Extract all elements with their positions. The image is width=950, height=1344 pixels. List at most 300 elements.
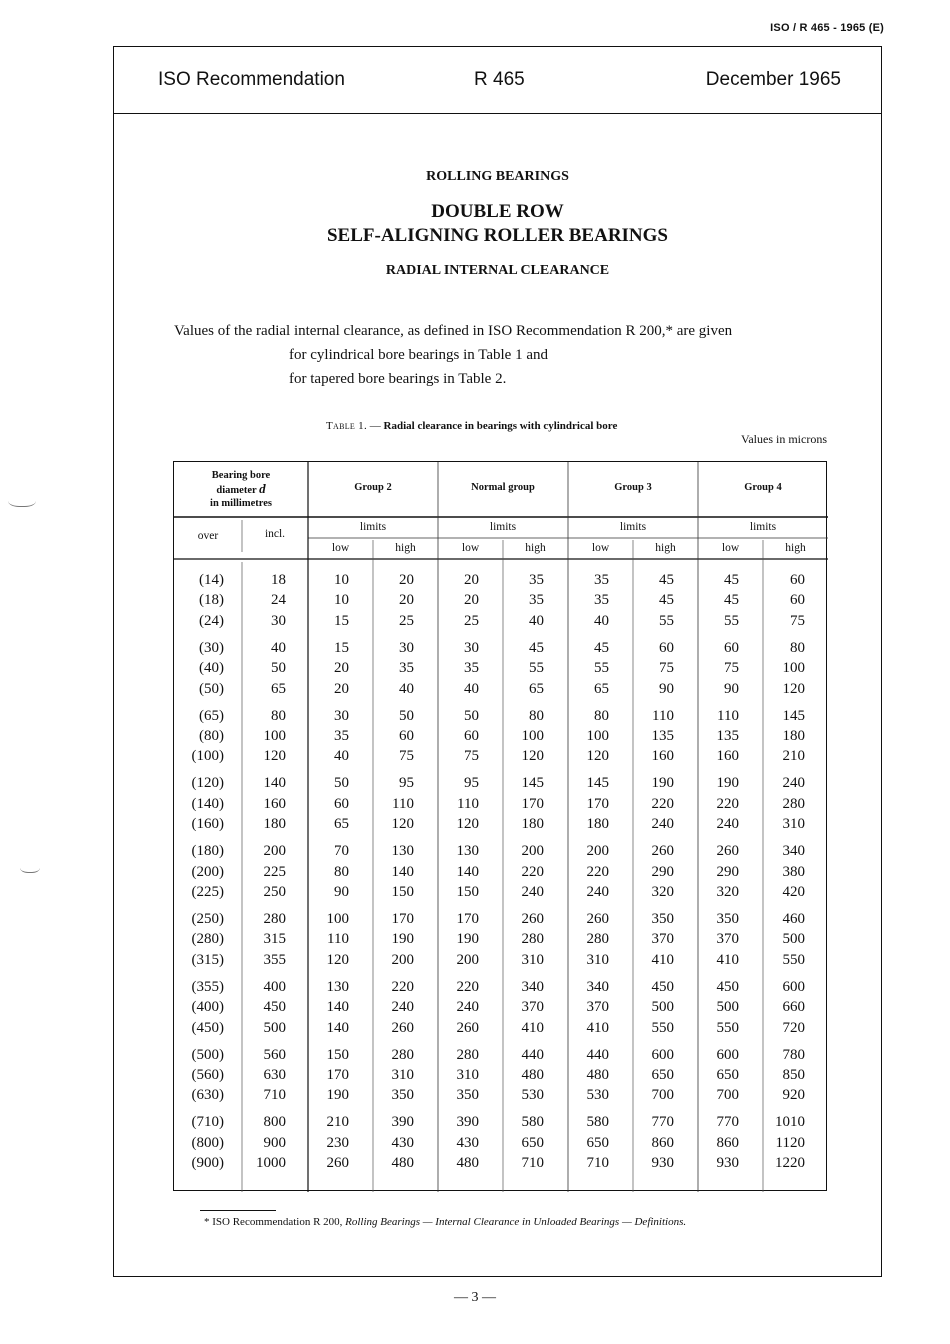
- cell-value: 190: [651, 775, 674, 792]
- cell-value: 450: [651, 978, 674, 995]
- cell-value: 40: [594, 612, 609, 629]
- cell-incl: 630: [263, 1067, 286, 1083]
- cell-incl: 30: [271, 612, 286, 629]
- cell-over: (100): [191, 748, 224, 765]
- cell-value: 140: [456, 863, 479, 880]
- cell-value: 930: [651, 1155, 674, 1172]
- cell-value: 500: [782, 931, 805, 948]
- table-row: [174, 862, 826, 882]
- cell-value: 20: [334, 660, 349, 677]
- cell-over: (50): [199, 680, 224, 697]
- cell-value: 860: [716, 1134, 739, 1151]
- intro-line-1: Values of the radial internal clearance, as defined in ISO Recommendation R 200,* are given: [174, 323, 733, 339]
- cell-value: 220: [716, 795, 739, 812]
- cell-over: (120): [191, 775, 224, 792]
- cell-value: 50: [399, 707, 414, 724]
- cell-incl: 400: [263, 978, 286, 995]
- cell-value: 460: [782, 911, 805, 927]
- page-frame: [113, 46, 882, 1277]
- cell-value: 80: [334, 863, 349, 880]
- incl-header: incl.: [264, 528, 286, 540]
- cell-value: 920: [782, 1087, 805, 1104]
- footnote-lead: * ISO Recommendation R 200,: [204, 1216, 346, 1228]
- subtitle-clearance: RADIAL INTERNAL CLEARANCE: [385, 263, 610, 278]
- cell-incl: 800: [263, 1114, 286, 1131]
- cell-value: 25: [464, 612, 479, 629]
- cell-over: (250): [191, 911, 224, 927]
- table-caption-text: Radial clearance in bearings with cylindrical bore: [383, 420, 618, 432]
- table-row: [174, 1065, 826, 1085]
- cell-value: 410: [586, 1019, 609, 1036]
- cell-value: 280: [521, 931, 544, 948]
- cell-value: 240: [586, 884, 609, 900]
- cell-incl: 180: [263, 816, 286, 833]
- normal-group-header: Normal group: [471, 482, 535, 493]
- cell-incl: 450: [263, 999, 286, 1016]
- cell-value: 110: [717, 707, 739, 724]
- cell-value: 145: [782, 707, 805, 724]
- cell-over: (14): [199, 572, 224, 588]
- table-row: [174, 590, 826, 610]
- cell-value: 220: [391, 978, 414, 995]
- table-row: [174, 1085, 826, 1105]
- cell-value: 75: [659, 660, 674, 677]
- intro-line-3: for tapered bore bearings in Table 2.: [289, 371, 507, 387]
- cell-value: 220: [456, 978, 479, 995]
- cell-value: 35: [529, 592, 544, 609]
- cell-over: (630): [191, 1087, 224, 1104]
- cell-value: 780: [782, 1046, 805, 1063]
- cell-value: 95: [464, 775, 479, 792]
- cell-value: 720: [782, 1019, 805, 1036]
- cell-value: 50: [334, 775, 349, 792]
- cell-value: 240: [391, 999, 414, 1016]
- title-self-aligning: SELF-ALIGNING ROLLER BEARINGS: [326, 225, 669, 246]
- cell-incl: 280: [263, 911, 286, 927]
- cell-value: 310: [456, 1067, 479, 1083]
- cell-value: 75: [790, 612, 805, 629]
- cell-value: 500: [651, 999, 674, 1016]
- cell-value: 220: [521, 863, 544, 880]
- table-row: [174, 1112, 826, 1132]
- cell-value: 240: [782, 775, 805, 792]
- high-label: high: [655, 542, 676, 554]
- cell-value: 650: [586, 1134, 609, 1151]
- cell-value: 45: [724, 592, 739, 609]
- cell-over: (800): [191, 1134, 224, 1151]
- cell-value: 340: [521, 978, 544, 995]
- cell-value: 530: [521, 1087, 544, 1104]
- cell-value: 20: [399, 592, 414, 609]
- cell-value: 80: [529, 707, 544, 724]
- page-header: [114, 47, 881, 114]
- cell-value: 145: [586, 775, 609, 792]
- cell-incl: 18: [271, 572, 286, 588]
- cell-value: 350: [716, 911, 739, 927]
- cell-value: 100: [782, 660, 805, 677]
- cell-value: 55: [724, 612, 739, 629]
- cell-over: (65): [199, 707, 224, 724]
- table-row: [174, 794, 826, 814]
- table-row: [174, 638, 826, 658]
- header-left: ISO Recommendation: [158, 69, 345, 90]
- cell-value: 40: [529, 612, 544, 629]
- cell-value: 350: [456, 1087, 479, 1104]
- low-label: low: [591, 542, 610, 554]
- cell-incl: 160: [263, 795, 286, 812]
- cell-value: 180: [782, 728, 805, 744]
- cell-value: 150: [326, 1046, 349, 1063]
- cell-value: 120: [782, 680, 805, 697]
- cell-value: 65: [529, 680, 544, 697]
- limits-label: limits: [619, 521, 647, 533]
- cell-incl: 1000: [256, 1155, 286, 1172]
- cell-value: 30: [464, 639, 479, 656]
- limits-label: limits: [489, 521, 517, 533]
- cell-over: (18): [199, 592, 224, 609]
- cell-value: 260: [651, 843, 674, 860]
- cell-value: 120: [326, 951, 349, 968]
- cell-value: 850: [782, 1067, 805, 1083]
- group-3-header: Group 3: [614, 482, 652, 493]
- cell-value: 140: [391, 863, 414, 880]
- table-row: [174, 841, 826, 861]
- limits-label: limits: [359, 521, 387, 533]
- table-row: [174, 997, 826, 1017]
- cell-value: 200: [586, 843, 609, 860]
- cell-incl: 140: [263, 775, 286, 792]
- cell-value: 75: [464, 748, 479, 765]
- cell-value: 20: [399, 572, 414, 588]
- table-row: [174, 1018, 826, 1038]
- cell-value: 150: [391, 884, 414, 900]
- cell-over: (200): [191, 863, 224, 880]
- cell-value: 45: [659, 572, 674, 588]
- cell-value: 140: [326, 999, 349, 1016]
- cell-value: 130: [456, 843, 479, 860]
- cell-value: 120: [456, 816, 479, 833]
- cell-value: 480: [521, 1067, 544, 1083]
- cell-value: 440: [521, 1046, 544, 1063]
- cell-value: 1120: [775, 1134, 805, 1151]
- table-row: [174, 1045, 826, 1065]
- cell-value: 260: [326, 1155, 349, 1172]
- cell-value: 550: [651, 1019, 674, 1036]
- cell-incl: 50: [271, 660, 286, 677]
- cell-value: 35: [399, 660, 414, 677]
- cell-value: 50: [464, 707, 479, 724]
- over-header: over: [197, 530, 219, 542]
- cell-value: 370: [521, 999, 544, 1016]
- cell-over: (30): [199, 639, 224, 656]
- cell-value: 60: [790, 592, 805, 609]
- cell-over: (280): [191, 931, 224, 948]
- cell-value: 260: [521, 911, 544, 927]
- cell-value: 90: [334, 884, 349, 900]
- cell-value: 480: [391, 1155, 414, 1172]
- cell-value: 35: [464, 660, 479, 677]
- cell-value: 20: [334, 680, 349, 697]
- cell-value: 170: [456, 911, 479, 927]
- cell-value: 55: [529, 660, 544, 677]
- cell-value: 65: [594, 680, 609, 697]
- cell-value: 40: [334, 748, 349, 765]
- cell-value: 280: [391, 1046, 414, 1063]
- cell-value: 45: [594, 639, 609, 656]
- cell-value: 180: [521, 816, 544, 833]
- cell-incl: 355: [263, 951, 286, 968]
- cell-value: 440: [586, 1046, 609, 1063]
- table-row: [174, 611, 826, 631]
- cell-value: 320: [716, 884, 739, 900]
- cell-value: 35: [594, 572, 609, 588]
- cell-value: 1220: [775, 1155, 805, 1172]
- cell-over: (400): [191, 999, 224, 1016]
- cell-value: 110: [392, 795, 414, 812]
- margin-mark: [8, 492, 36, 507]
- cell-value: 35: [594, 592, 609, 609]
- cell-value: 700: [651, 1087, 674, 1104]
- cell-value: 260: [716, 843, 739, 860]
- cell-value: 135: [651, 728, 674, 744]
- cell-incl: 24: [271, 592, 286, 609]
- intro-line-2: for cylindrical bore bearings in Table 1 and: [289, 347, 548, 363]
- cell-value: 120: [586, 748, 609, 765]
- cell-value: 600: [716, 1046, 739, 1063]
- high-label: high: [525, 542, 546, 554]
- cell-over: (225): [191, 884, 224, 900]
- cell-value: 45: [659, 592, 674, 609]
- cell-over: (710): [191, 1114, 224, 1131]
- cell-over: (80): [199, 728, 224, 744]
- cell-value: 240: [651, 816, 674, 833]
- header-mid: R 465: [474, 69, 525, 90]
- cell-value: 30: [399, 639, 414, 656]
- cell-incl: 250: [263, 884, 286, 900]
- cell-value: 190: [456, 931, 479, 948]
- cell-incl: 225: [263, 863, 286, 880]
- cell-value: 210: [782, 748, 805, 765]
- cell-value: 430: [391, 1134, 414, 1151]
- cell-value: 80: [790, 639, 805, 656]
- cell-incl: 315: [263, 931, 286, 948]
- cell-value: 110: [327, 931, 349, 948]
- low-label: low: [721, 542, 740, 554]
- page-number: — 3 —: [454, 1290, 496, 1305]
- cell-incl: 80: [271, 707, 286, 724]
- table-row: [174, 1133, 826, 1153]
- table-row: [174, 706, 826, 726]
- cell-value: 15: [334, 639, 349, 656]
- table-row: [174, 977, 826, 997]
- cell-value: 450: [716, 978, 739, 995]
- cell-value: 60: [464, 728, 479, 744]
- cell-value: 100: [586, 728, 609, 744]
- table-row: [174, 909, 826, 929]
- cell-value: 40: [399, 680, 414, 697]
- cell-value: 150: [456, 884, 479, 900]
- cell-value: 80: [594, 707, 609, 724]
- cell-value: 110: [457, 795, 479, 812]
- cell-value: 410: [651, 951, 674, 968]
- bore-header-line2: [174, 482, 308, 497]
- table-row: [174, 726, 826, 746]
- cell-value: 60: [724, 639, 739, 656]
- cell-value: 20: [464, 592, 479, 609]
- cell-value: 210: [326, 1114, 349, 1131]
- bore-header: [174, 469, 308, 510]
- cell-value: 220: [651, 795, 674, 812]
- cell-incl: 560: [263, 1046, 286, 1063]
- cell-value: 75: [399, 748, 414, 765]
- cell-value: 120: [391, 816, 414, 833]
- low-label: low: [331, 542, 350, 554]
- cell-value: 65: [334, 816, 349, 833]
- cell-over: (500): [191, 1046, 224, 1063]
- cell-value: 20: [464, 572, 479, 588]
- cell-value: 240: [521, 884, 544, 900]
- cell-incl: 500: [263, 1019, 286, 1036]
- cell-value: 170: [326, 1067, 349, 1083]
- footnote: [204, 1216, 686, 1228]
- cell-value: 10: [334, 572, 349, 588]
- cell-value: 120: [521, 748, 544, 765]
- cell-value: 650: [521, 1134, 544, 1151]
- cell-value: 770: [716, 1114, 739, 1131]
- cell-over: (160): [191, 816, 224, 833]
- cell-value: 370: [716, 931, 739, 948]
- cell-value: 260: [456, 1019, 479, 1036]
- table-caption: [326, 420, 617, 432]
- cell-value: 145: [521, 775, 544, 792]
- table-row: [174, 950, 826, 970]
- cell-value: 350: [391, 1087, 414, 1104]
- table-row: [174, 773, 826, 793]
- cell-value: 480: [456, 1155, 479, 1172]
- cell-value: 200: [391, 951, 414, 968]
- cell-value: 310: [586, 951, 609, 968]
- cell-value: 170: [391, 911, 414, 927]
- cell-value: 580: [521, 1114, 544, 1131]
- cell-value: 100: [326, 911, 349, 927]
- cell-value: 95: [399, 775, 414, 792]
- cell-incl: 200: [263, 843, 286, 860]
- cell-value: 290: [651, 863, 674, 880]
- cell-value: 660: [782, 999, 805, 1016]
- cell-value: 110: [652, 707, 674, 724]
- cell-value: 280: [586, 931, 609, 948]
- cell-over: (24): [199, 612, 224, 629]
- cell-value: 1010: [775, 1114, 805, 1131]
- cell-value: 40: [464, 680, 479, 697]
- cell-value: 260: [391, 1019, 414, 1036]
- cell-value: 770: [651, 1114, 674, 1131]
- cell-over: (450): [191, 1019, 224, 1036]
- cell-value: 310: [391, 1067, 414, 1083]
- cell-value: 290: [716, 863, 739, 880]
- bore-header-line1: Bearing bore: [211, 470, 271, 481]
- cell-value: 390: [456, 1114, 479, 1131]
- cell-over: (355): [191, 978, 224, 995]
- header-right: December 1965: [705, 69, 841, 90]
- cell-value: 550: [716, 1019, 739, 1036]
- cell-value: 180: [586, 816, 609, 833]
- cell-value: 370: [586, 999, 609, 1016]
- cell-over: (140): [191, 795, 224, 812]
- group-4-header: Group 4: [744, 482, 782, 493]
- cell-value: 930: [716, 1155, 739, 1172]
- cell-value: 380: [782, 863, 805, 880]
- cell-value: 240: [456, 999, 479, 1016]
- table-row: [174, 1153, 826, 1173]
- cell-over: (900): [191, 1155, 224, 1172]
- cell-value: 260: [586, 911, 609, 927]
- cell-value: 190: [716, 775, 739, 792]
- table-row: [174, 746, 826, 766]
- bore-header-d: d: [259, 481, 266, 496]
- footnote-title: Rolling Bearings — Internal Clearance in Unloaded Bearings — Definitions.: [345, 1216, 687, 1228]
- footnote-rule: [200, 1210, 276, 1211]
- cell-value: 140: [326, 1019, 349, 1036]
- cell-value: 35: [334, 728, 349, 744]
- cell-value: 600: [782, 978, 805, 995]
- cell-value: 700: [716, 1087, 739, 1104]
- cell-value: 170: [521, 795, 544, 812]
- cell-value: 35: [529, 572, 544, 588]
- table-units: Values in microns: [741, 432, 827, 446]
- bore-header-line3: in millimetres: [210, 498, 272, 509]
- cell-value: 430: [456, 1134, 479, 1151]
- cell-incl: 100: [263, 728, 286, 744]
- group-2-header: Group 2: [354, 482, 392, 493]
- cell-incl: 65: [271, 680, 286, 697]
- high-label: high: [785, 542, 806, 554]
- cell-value: 160: [716, 748, 739, 765]
- cell-value: 550: [782, 951, 805, 968]
- cell-value: 600: [651, 1046, 674, 1063]
- cell-value: 200: [521, 843, 544, 860]
- cell-value: 45: [529, 639, 544, 656]
- cell-value: 130: [326, 978, 349, 995]
- cell-value: 650: [651, 1067, 674, 1083]
- cell-value: 200: [456, 951, 479, 968]
- cell-value: 410: [521, 1019, 544, 1036]
- low-label: low: [461, 542, 480, 554]
- table-caption-dash: —: [367, 420, 384, 432]
- cell-value: 280: [456, 1046, 479, 1063]
- cell-value: 75: [724, 660, 739, 677]
- table-row: [174, 570, 826, 590]
- cell-value: 100: [521, 728, 544, 744]
- cell-value: 135: [716, 728, 739, 744]
- margin-mark: [20, 860, 40, 873]
- cell-over: (560): [191, 1067, 224, 1083]
- cell-value: 10: [334, 592, 349, 609]
- cell-value: 320: [651, 884, 674, 900]
- cell-value: 650: [716, 1067, 739, 1083]
- cell-value: 190: [391, 931, 414, 948]
- cell-incl: 120: [263, 748, 286, 765]
- cell-incl: 40: [271, 639, 286, 656]
- cell-value: 500: [716, 999, 739, 1016]
- cell-value: 45: [724, 572, 739, 588]
- table-row: [174, 814, 826, 834]
- title-rolling-bearings: ROLLING BEARINGS: [426, 169, 569, 184]
- cell-value: 280: [782, 795, 805, 812]
- cell-value: 55: [659, 612, 674, 629]
- table-row: [174, 882, 826, 902]
- bore-header-diameter: diameter: [216, 485, 257, 496]
